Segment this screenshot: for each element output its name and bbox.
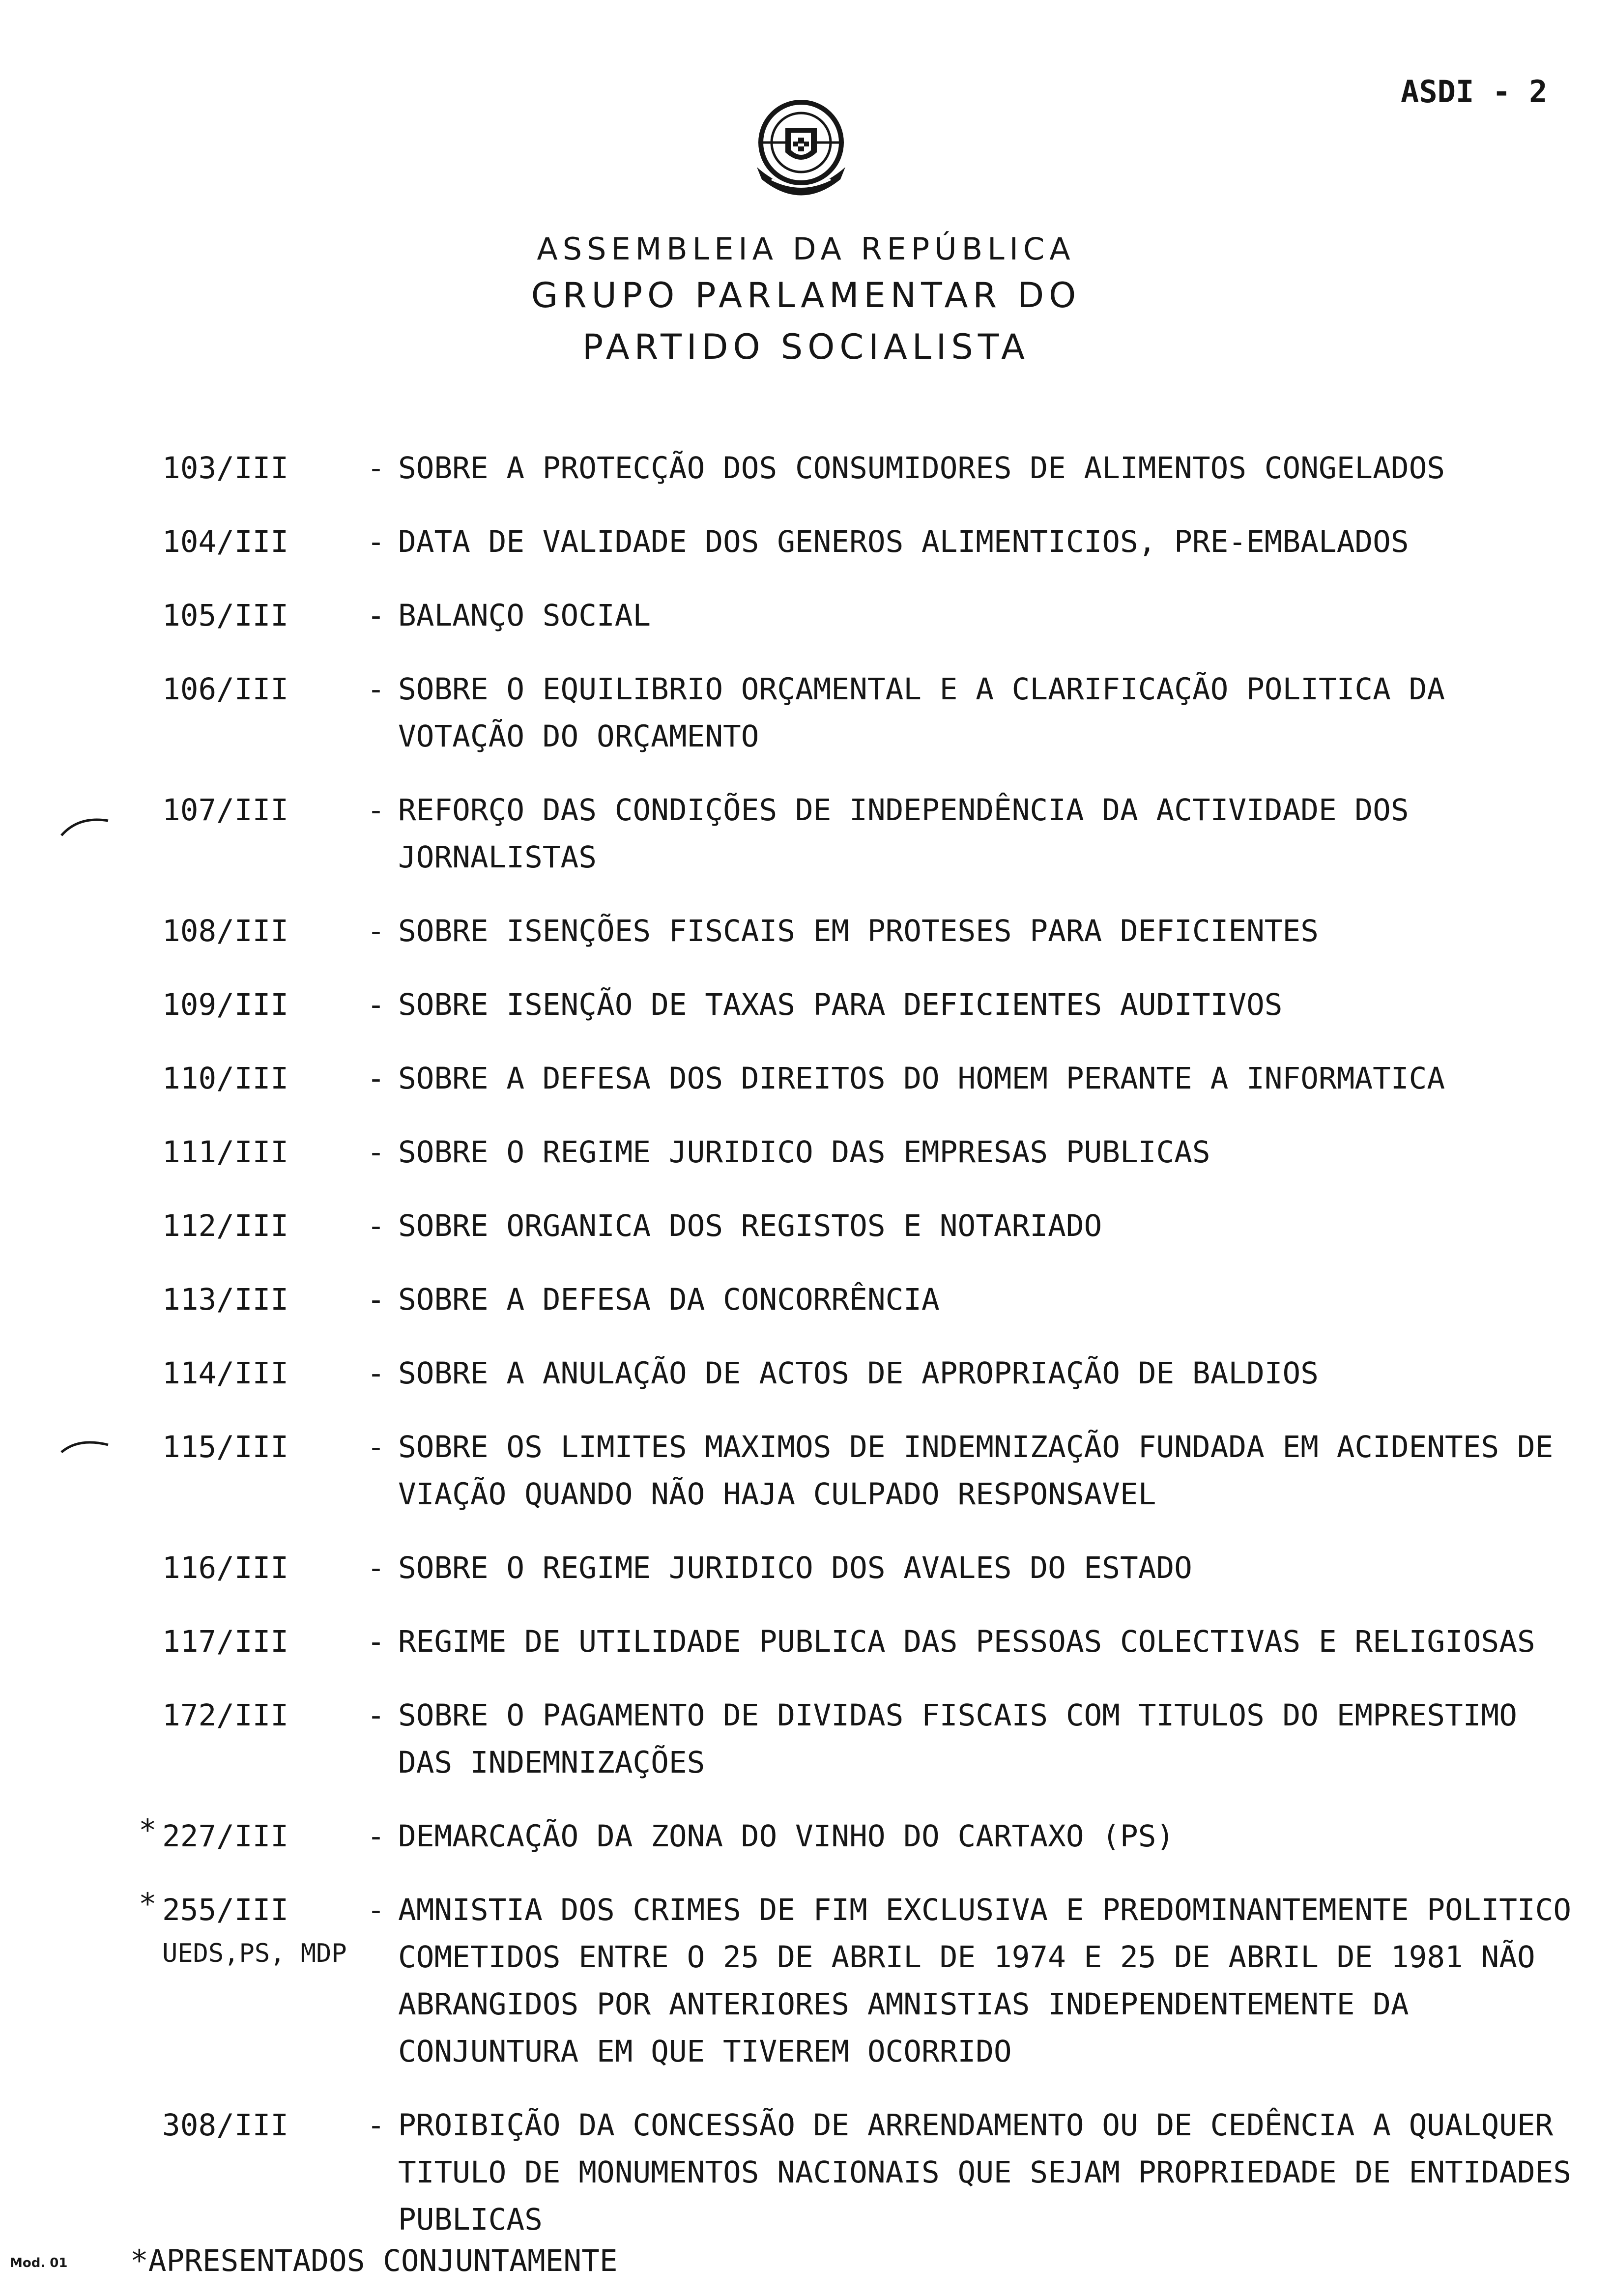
separator-dash: - [367, 793, 385, 828]
list-item [162, 2102, 1587, 2243]
assembly-title: ASSEMBLEIA DA REPÚBLICA [537, 231, 1075, 267]
list-item [139, 1887, 1587, 2075]
bill-number: 308/III [162, 2108, 289, 2143]
list-item [162, 1618, 1587, 1665]
party-title: PARTIDO SOCIALISTA [582, 327, 1030, 367]
bill-title: DEMARCAÇÃO DA ZONA DO VINHO DO CARTAXO (PS) [398, 1819, 1175, 1854]
form-code: Mod. 01 [10, 2256, 68, 2270]
bill-number: 117/III [162, 1624, 289, 1659]
separator-dash: - [367, 1893, 385, 1927]
list-item [162, 1203, 1587, 1250]
bill-number: 227/III [162, 1819, 289, 1854]
bill-number: 114/III [162, 1356, 289, 1391]
bill-number: 108/III [162, 914, 289, 948]
coat-of-arms-emblem [737, 93, 865, 211]
separator-dash: - [367, 1698, 385, 1733]
separator-dash: - [367, 1430, 385, 1464]
joint-marker: * [139, 1887, 157, 1922]
separator-dash: - [367, 1356, 385, 1391]
bill-title: AMNISTIA DOS CRIMES DE FIM EXCLUSIVA E PREDOMINANTEMENTE POLITICO COMETIDOS ENTRE O 25 DE ABRIL DE 1974 E 25 DE ABRIL DE 1981 NÃO ABRANGIDOS POR ANTERIORES AMNISTIAS INDEPENDENTEMENTE DA CONJUNTURA EM QUE TIVEREM OCORRIDO [398, 1893, 1572, 2069]
bill-title: SOBRE A DEFESA DOS DIREITOS DO HOMEM PERANTE A INFORMATICA [398, 1061, 1445, 1096]
separator-dash: - [367, 1624, 385, 1659]
bill-title: SOBRE ISENÇÕES FISCAIS EM PROTESES PARA DEFICIENTES [398, 914, 1319, 948]
bill-title: SOBRE A ANULAÇÃO DE ACTOS DE APROPRIAÇÃO DE BALDIOS [398, 1356, 1319, 1391]
bill-number: 172/III [162, 1698, 289, 1733]
bill-title: SOBRE O EQUILIBRIO ORÇAMENTAL E A CLARIFICAÇÃO POLITICA DA VOTAÇÃO DO ORÇAMENTO [398, 672, 1445, 754]
separator-dash: - [367, 2108, 385, 2143]
binding-hole-mark [59, 1430, 113, 1460]
separator-dash: - [367, 451, 385, 486]
bill-number: 103/III [162, 451, 289, 486]
bill-number: 113/III [162, 1282, 289, 1317]
bill-number: 116/III [162, 1550, 289, 1585]
bill-title: SOBRE OS LIMITES MAXIMOS DE INDEMNIZAÇÃO FUNDADA EM ACIDENTES DE VIAÇÃO QUANDO NÃO HAJA CULPADO RESPONSAVEL [398, 1430, 1554, 1512]
separator-dash: - [367, 672, 385, 707]
list-item [162, 787, 1587, 881]
list-item [162, 1424, 1587, 1518]
bill-number: 109/III [162, 987, 289, 1022]
bill-number: 106/III [162, 672, 289, 707]
bill-title: REGIME DE UTILIDADE PUBLICA DAS PESSOAS COLECTIVAS E RELIGIOSAS [398, 1624, 1535, 1659]
bill-title: SOBRE A DEFESA DA CONCORRÊNCIA [398, 1282, 940, 1317]
separator-dash: - [367, 1208, 385, 1243]
binding-hole-mark [59, 811, 113, 840]
list-item [162, 1692, 1587, 1786]
separator-dash: - [367, 1061, 385, 1096]
bill-number: 105/III [162, 598, 289, 633]
list-item [162, 1276, 1587, 1323]
list-item [162, 981, 1587, 1029]
bill-number: 107/III [162, 793, 289, 828]
bill-number: 104/III [162, 524, 289, 559]
bill-number: 112/III [162, 1208, 289, 1243]
separator-dash: - [367, 987, 385, 1022]
separator-dash: - [367, 1550, 385, 1585]
document-reference: ASDI - 2 [1401, 74, 1548, 110]
separator-dash: - [367, 1819, 385, 1854]
list-item [162, 1350, 1587, 1397]
bill-title: SOBRE ISENÇÃO DE TAXAS PARA DEFICIENTES AUDITIVOS [398, 987, 1283, 1022]
list-item [162, 592, 1587, 639]
list-item [162, 1055, 1587, 1102]
separator-dash: - [367, 1135, 385, 1170]
joint-marker: * [139, 1813, 157, 1848]
bill-title: BALANÇO SOCIAL [398, 598, 651, 633]
party-note: UEDS,PS, MDP [162, 1939, 347, 1968]
bill-title: SOBRE O PAGAMENTO DE DIVIDAS FISCAIS COM TITULOS DO EMPRESTIMO DAS INDEMNIZAÇÕES [398, 1698, 1517, 1780]
bill-number: 111/III [162, 1135, 289, 1170]
bill-title: SOBRE O REGIME JURIDICO DOS AVALES DO ESTADO [398, 1550, 1192, 1585]
bill-title: SOBRE ORGANICA DOS REGISTOS E NOTARIADO [398, 1208, 1102, 1243]
separator-dash: - [367, 524, 385, 559]
list-item [162, 445, 1587, 492]
list-item [162, 908, 1587, 955]
list-item [139, 1813, 1587, 1860]
list-item [162, 518, 1587, 566]
bill-number: 255/III [162, 1893, 289, 1927]
list-item [162, 1129, 1587, 1176]
bill-title: SOBRE A PROTECÇÃO DOS CONSUMIDORES DE ALIMENTOS CONGELADOS [398, 451, 1445, 486]
bill-title: PROIBIÇÃO DA CONCESSÃO DE ARRENDAMENTO OU DE CEDÊNCIA A QUALQUER TITULO DE MONUMENTOS NACIONAIS QUE SEJAM PROPRIEDADE DE ENTIDADES PUBLICAS [398, 2108, 1572, 2237]
list-item [162, 1545, 1587, 1592]
bill-title: SOBRE O REGIME JURIDICO DAS EMPRESAS PUBLICAS [398, 1135, 1210, 1170]
list-item [162, 666, 1587, 760]
separator-dash: - [367, 598, 385, 633]
parliamentary-group-title: GRUPO PARLAMENTAR DO [531, 275, 1081, 316]
bill-title: REFORÇO DAS CONDIÇÕES DE INDEPENDÊNCIA DA ACTIVIDADE DOS JORNALISTAS [398, 793, 1409, 875]
bill-list [139, 445, 1587, 2270]
separator-dash: - [367, 914, 385, 948]
bill-number: 115/III [162, 1430, 289, 1464]
footnote: *APRESENTADOS CONJUNTAMENTE [130, 2243, 618, 2278]
separator-dash: - [367, 1282, 385, 1317]
bill-number: 110/III [162, 1061, 289, 1096]
bill-title: DATA DE VALIDADE DOS GENEROS ALIMENTICIOS, PRE-EMBALADOS [398, 524, 1409, 559]
